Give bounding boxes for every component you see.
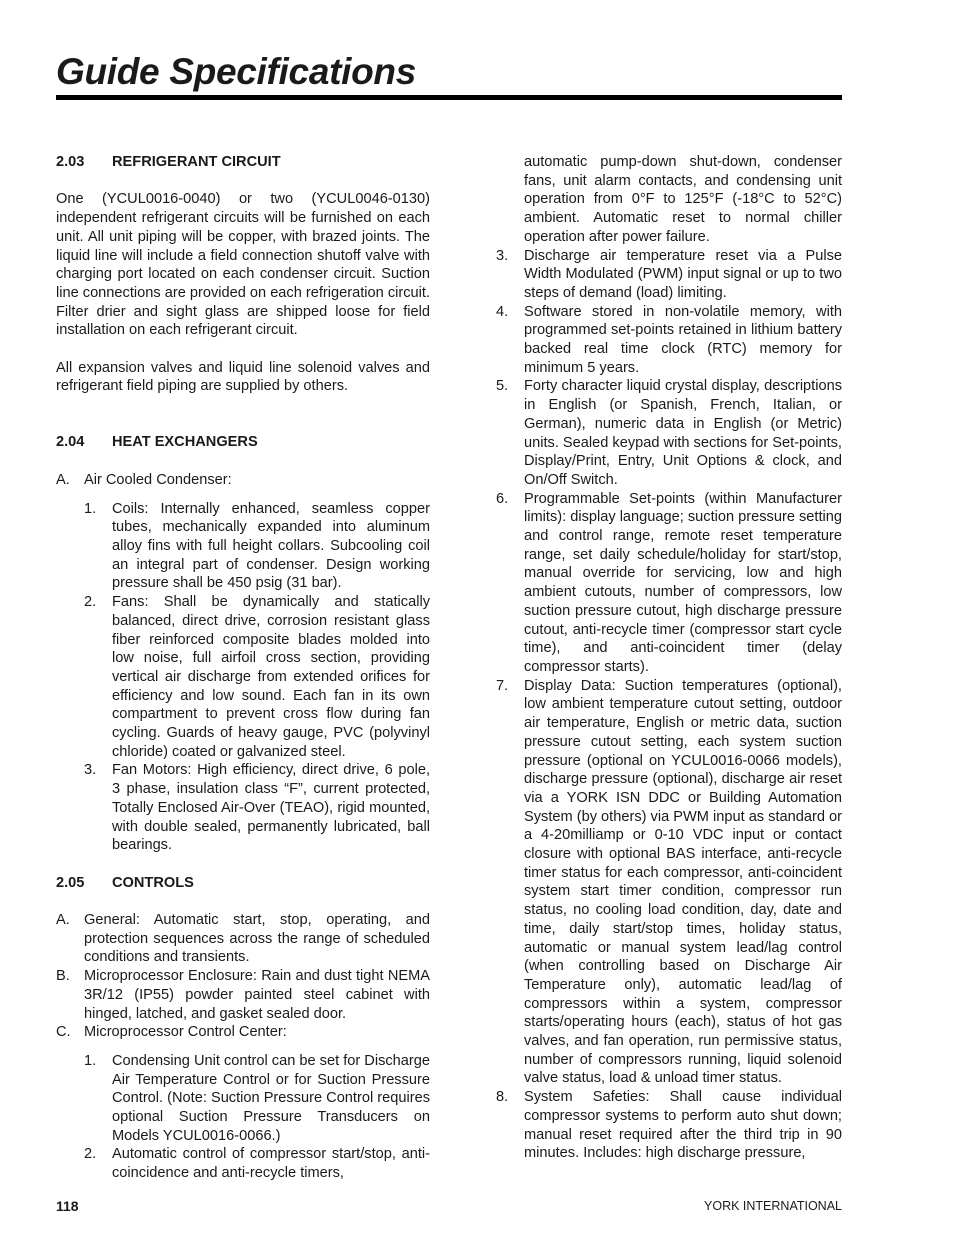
continuation-text: automatic pump-down shut-down, condenser fans, unit alarm contacts, and condensing unit operation from 0°F to 125°F (-18°C to 52°C) ambient. Automatic reset to normal chiller operation after power failure. [524, 154, 842, 245]
section-number: 2.05 [56, 874, 85, 891]
item-text: Programmable Set-points (within Manufacturer limits): display language; suction pressure setting and control range, remote reset temperature range, set daily schedule/holiday for start/stop, manual override for servicing, low and high ambient cutouts, number of compressors, low suction pressure cutout, high discharge pressure cutout, anti-recycle timer (compressor start cycle time), and anti-coincident timer (delay compressor starts). [524, 490, 842, 675]
item-text: Coils: Internally enhanced, seamless copper tubes, mechanically expanded into aluminum alloy fins with full height collars. Subcooling coil an integral part of condenser. Design working pressure shall be 450 psig (31 bar). [112, 500, 430, 592]
section-title: CONTROLS [112, 874, 194, 891]
section-title: REFRIGERANT CIRCUIT [112, 154, 281, 170]
item-label: 5. [496, 378, 509, 395]
list-item [496, 677, 842, 1088]
item-label: 8. [496, 1089, 509, 1106]
item-text: Forty character liquid crystal display, descriptions in English (or Spanish, French, Italian, or German), numeric data in English (or Metric) units. Sealed keypad with sections for Set-points, Display/Print, Entry, Unit Options & clock, and On/Off Switch. [524, 378, 842, 488]
item-text: Fans: Shall be dynamically and statically balanced, direct drive, corrosion resistant glass fiber reinforced composite blades molded into low noise, full airfoil cross section, providing vertical air discharge from extended orifices for efficiency and low sound. Each fan in its own compartment to prevent cross flow during fan cycling. Guards of heavy gauge, PVC (polyvinyl chloride) coated or galvanized steel. [112, 594, 430, 760]
section-heading-2-03 [56, 153, 430, 172]
section-heading-2-04 [56, 433, 430, 452]
sub-list [84, 500, 430, 855]
item-text: Software stored in non-volatile memory, with programmed set-points retained in lithium battery backed real time clock (RTC) memory for minimum 5 years. [524, 303, 842, 376]
list-item [84, 1052, 430, 1146]
list-item [84, 500, 430, 594]
item-label: 2. [84, 594, 97, 611]
item-text: Display Data: Suction temperatures (optional), low ambient temperature cutout setting, outdoor air temperature, English or metric data, suction pressure cutout setting, each system suction pressure (optional on YCUL0016-0066 models), discharge pressure (optional), discharge air reset via a YORK ISN DDC or Building Automation System (by others) via PWM input as standard or a 4-20milliamp or 0-10 VDC input or contact closure with optional BAS interface, anti-recycle timer status for each compressor, anti-coincident system start timer condition, compressor run status, no cooling load condition, day, date and time, daily start/stop times, holiday status, automatic or manual system lead/lag control (when controlling based on Discharge Air Temperature only), automatic lead/lag of compressors within a system, compressor starts/operating hours (each), status of hot gas valves, and fan operation, run permissive status, number of compressors running, liquid solenoid valve status, load & unload timer status. [524, 677, 842, 1087]
item-text: Air Cooled Condenser: [84, 471, 232, 488]
title-rule [56, 95, 842, 100]
item-label: B. [56, 968, 70, 985]
list-item [56, 911, 430, 967]
footer-company: YORK INTERNATIONAL [704, 1199, 842, 1213]
item-label: 6. [496, 490, 509, 507]
section-heading-2-05 [56, 874, 430, 893]
page-title: Guide Specifications [56, 51, 416, 92]
item-label: 3. [496, 247, 509, 264]
list-item [496, 377, 842, 489]
section-number: 2.03 [56, 154, 85, 170]
item-label: 1. [84, 500, 97, 517]
list-item [496, 490, 842, 677]
item-label: 3. [84, 762, 97, 779]
paragraph: All expansion valves and liquid line solenoid valves and refrigerant field piping are supplied by others. [56, 359, 430, 395]
item-label: A. [56, 471, 70, 488]
list-item [84, 593, 430, 761]
list-item [56, 967, 430, 1023]
list-item [84, 1145, 430, 1182]
item-text: Automatic control of compressor start/stop, anti-coincidence and anti-recycle timers, [112, 1146, 430, 1182]
list-item [56, 471, 430, 490]
paragraph: One (YCUL0016-0040) or two (YCUL0046-0130) independent refrigerant circuits will be furnished on each unit. All unit piping will be copper, with brazed joints. The liquid line will include a field connection shutoff valve with charging port located on each condenser circuit. Suction line connections are provided on each refrigeration circuit. Filter drier and sight glass are shipped loose for field installation on each refrigerant circuit. [56, 191, 430, 339]
item-text: Fan Motors: High efficiency, direct drive, 6 pole, 3 phase, insulation class “F”, current protected, Totally Enclosed Air-Over (TEAO), rigid mounted, with double sealed, permanently lubricated, ball bearings. [112, 762, 430, 854]
item-text: Discharge air temperature reset via a Pulse Width Modulated (PWM) input signal or up to two steps of demand (load) limiting. [524, 247, 842, 301]
item-label: 4. [496, 303, 509, 320]
item-label: 7. [496, 677, 509, 694]
section-title: HEAT EXCHANGERS [112, 434, 258, 451]
item-label: 2. [84, 1146, 97, 1163]
item-text: General: Automatic start, stop, operating, and protection sequences across the range of scheduled conditions and transients. [84, 912, 430, 966]
page-number: 118 [56, 1198, 79, 1214]
item-text: System Safeties: Shall cause individual compressor systems to perform auto shut down; manual reset required after the third trip in 90 minutes. Includes: high discharge pressure, [524, 1089, 842, 1162]
list-item [84, 761, 430, 855]
item-text: Condensing Unit control can be set for Discharge Air Temperature Control or for Suction Pressure Control. (Note: Suction Pressure Control requires optional Suction Pressure Transducers on Models YCUL0016-0066.) [112, 1052, 430, 1144]
list-item [496, 1088, 842, 1163]
item-text: Microprocessor Enclosure: Rain and dust tight NEMA 3R/12 (IP55) powder painted steel cabinet with hinged, latched, and gasket sealed door. [84, 968, 430, 1022]
right-column [496, 153, 842, 1163]
item-label: 1. [84, 1052, 97, 1069]
list-item [56, 1023, 430, 1042]
section-number: 2.04 [56, 434, 85, 451]
sub-list [84, 1052, 430, 1183]
list-item [496, 303, 842, 378]
item-text: Microprocessor Control Center: [84, 1024, 287, 1041]
item-label: A. [56, 912, 70, 929]
list-item [496, 247, 842, 303]
left-column [56, 153, 430, 1183]
item-label: C. [56, 1024, 71, 1041]
